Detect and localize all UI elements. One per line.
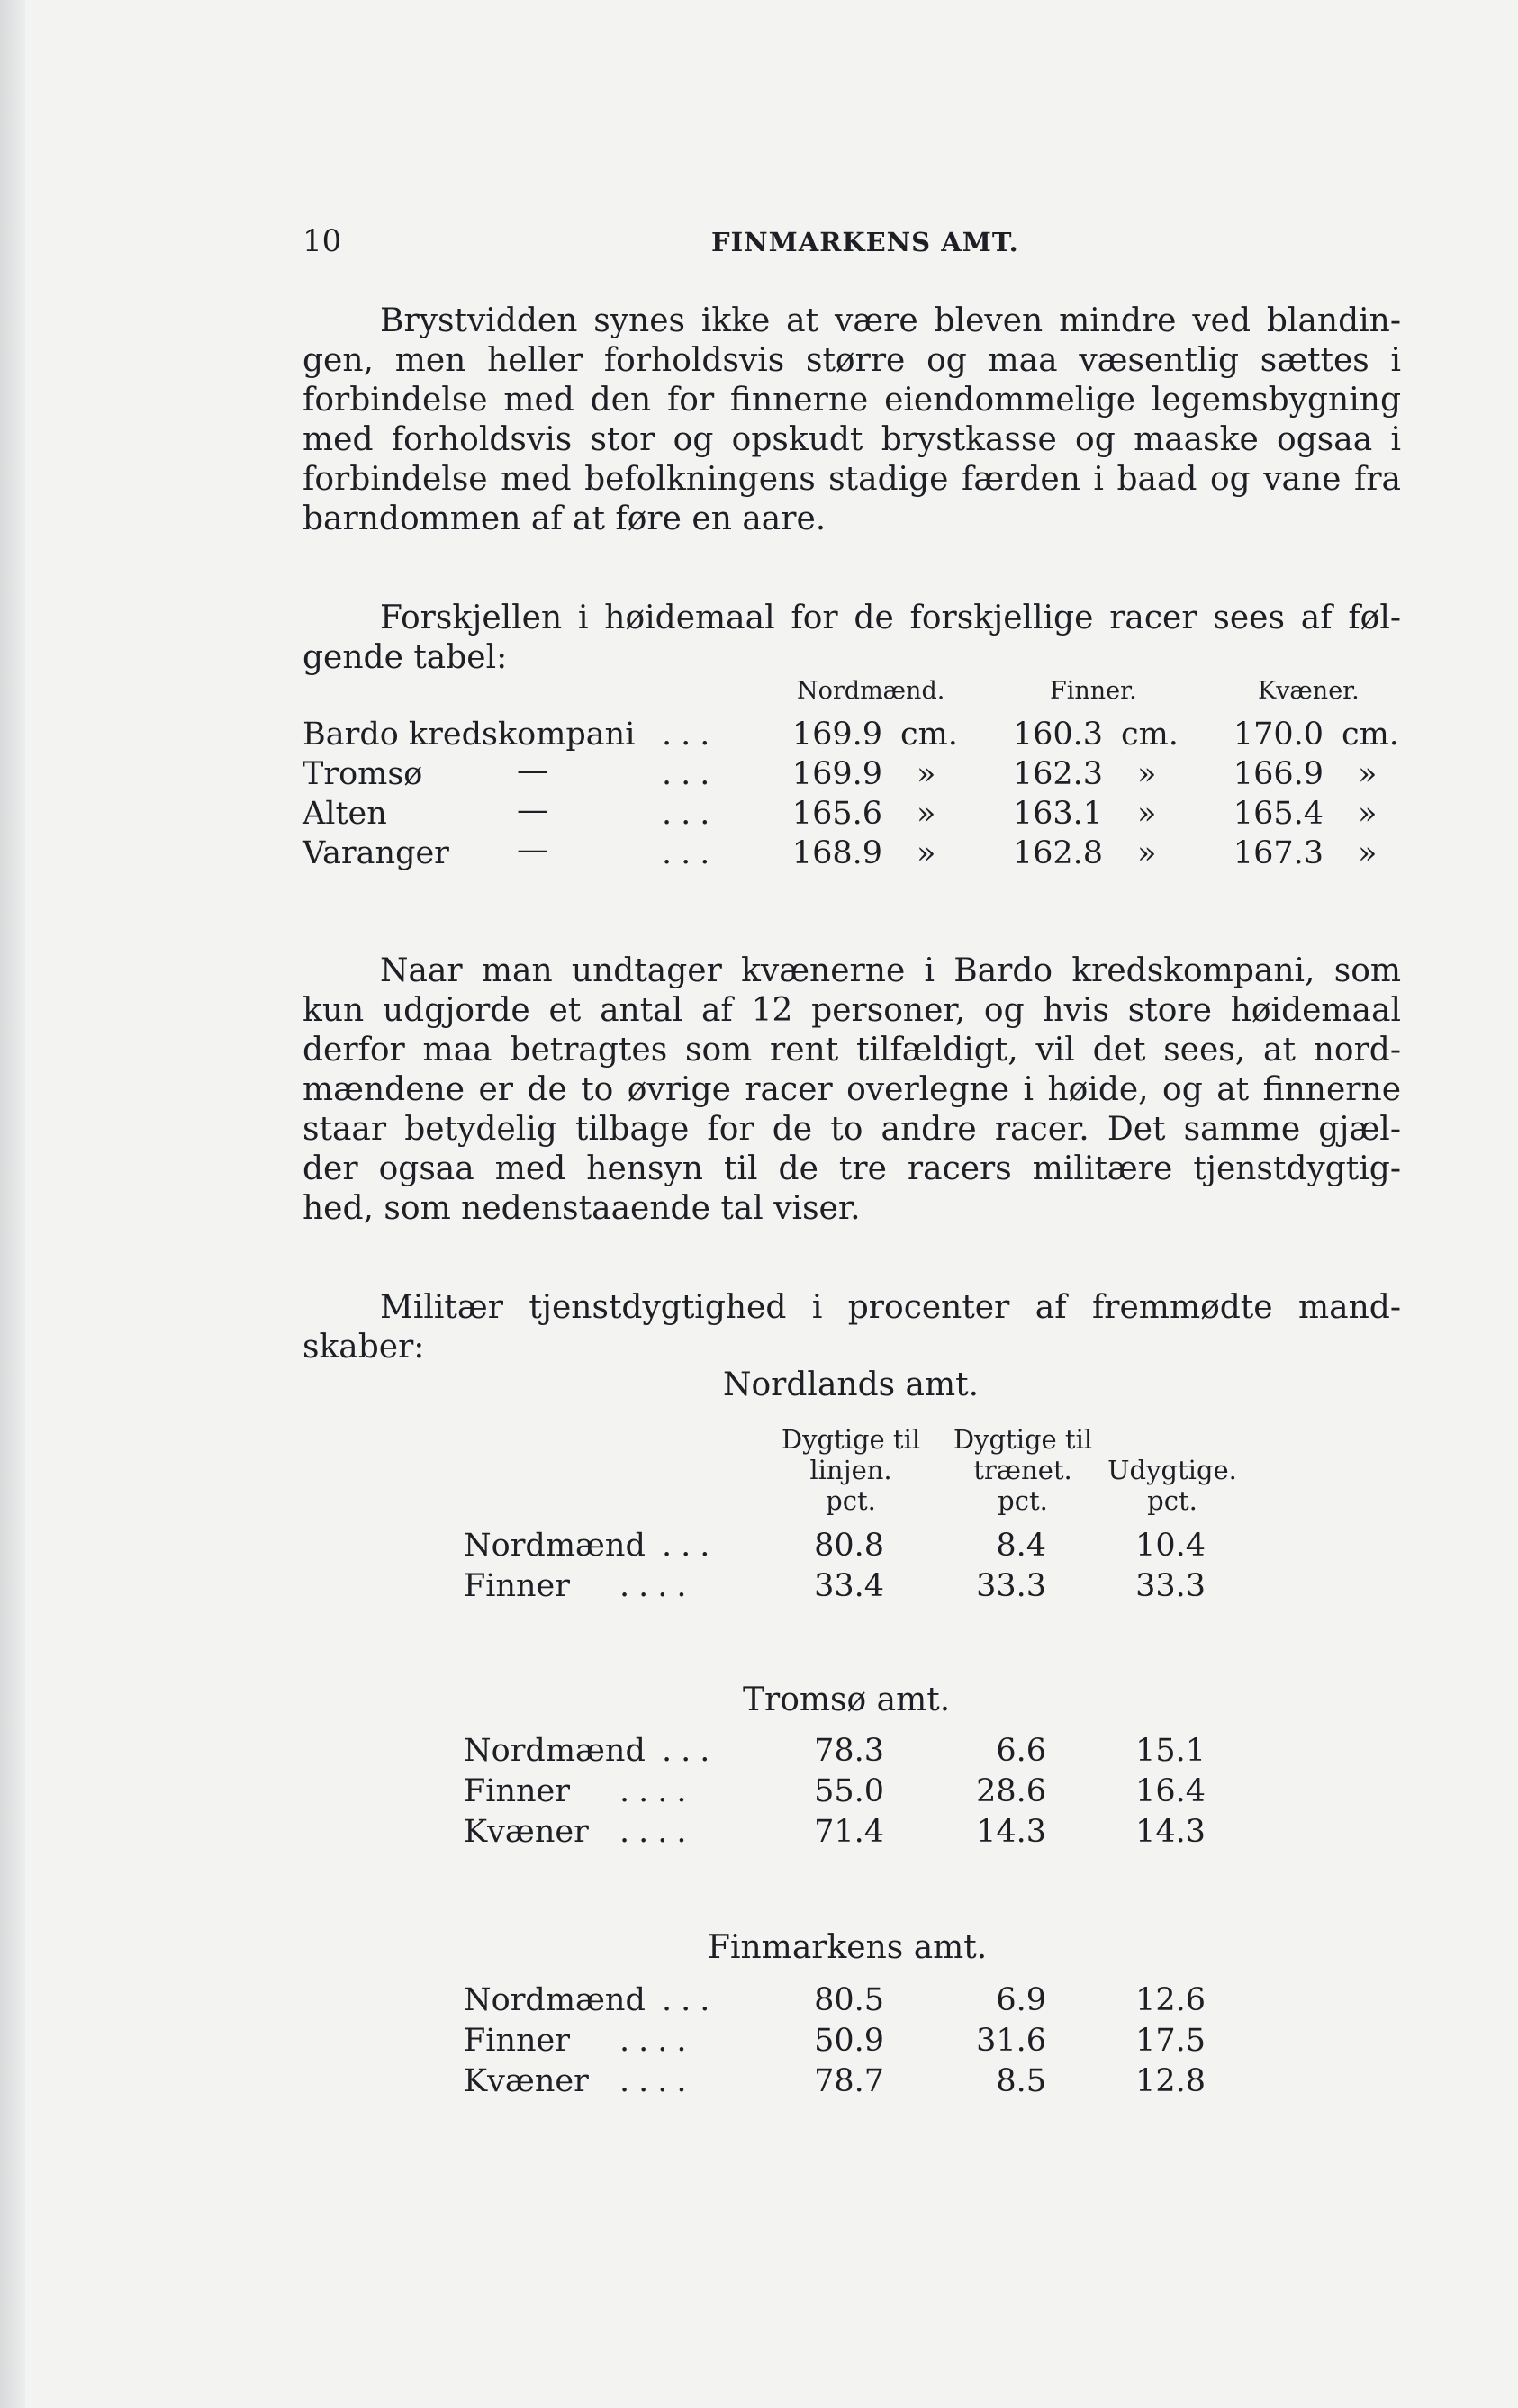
text-line: mændene er de to øvrige racer overlegne i høide, og at finnerne: [303, 1071, 1401, 1108]
row-label: Kvæner: [464, 1814, 589, 1850]
value-traenet: 6.9: [996, 1982, 1046, 2018]
text-line: skaber:: [303, 1329, 425, 1366]
value-linjen: 71.4: [814, 1814, 884, 1850]
value-traenet: 31.6: [976, 2023, 1046, 2059]
value-udygtige: 10.4: [1135, 1528, 1206, 1564]
value-traenet: 8.4: [996, 1528, 1046, 1564]
text-line: med forholdsvis stor og opskudt brystkasse og maaske ogsaa i: [303, 421, 1401, 458]
header-line: [1091, 1424, 1253, 1455]
section-title: Nordlands amt.: [723, 1366, 980, 1403]
section-title: Tromsø amt.: [743, 1682, 951, 1718]
text-line: forbindelse med befolkningens stadige færden i baad og vane fra: [303, 461, 1401, 498]
leader-dots: ...: [662, 1528, 719, 1564]
header-line: trænet.: [973, 1455, 1072, 1485]
value-traenet: 28.6: [976, 1773, 1046, 1809]
row-label: Nordmænd: [464, 1982, 646, 2018]
row-label: Nordmænd: [464, 1528, 646, 1564]
header-line: Dygtige til: [953, 1424, 1093, 1455]
value-nordmaend: 168.9: [791, 835, 882, 871]
unit: »: [917, 796, 936, 832]
value-finner: 160.3: [1012, 717, 1103, 753]
page-gutter-shadow: [0, 0, 25, 2408]
row-label: Finner: [464, 1773, 571, 1809]
value-linjen: 78.7: [814, 2063, 884, 2099]
column-header-udygtige: [1091, 1424, 1253, 1516]
text-line: Brystvidden synes ikke at være bleven mindre ved blandin-: [380, 302, 1401, 339]
section-title: Finmarkens amt.: [708, 1929, 988, 1966]
value-udygtige: 12.6: [1135, 1982, 1206, 2018]
text-line: forbindelse med den for finnerne eiendommelige legemsbygning: [303, 382, 1401, 419]
value-nordmaend: 169.9: [791, 756, 882, 792]
text-line: gen, men heller forholdsvis større og maa væsentlig sættes i: [303, 342, 1401, 379]
unit: »: [1358, 756, 1378, 792]
row-label: Bardo kredskompani: [303, 717, 636, 753]
leader-dots: ...: [662, 1733, 719, 1769]
value-udygtige: 14.3: [1135, 1814, 1206, 1850]
text-line: Naar man undtager kvænerne i Bardo kredskompani, som: [380, 952, 1401, 989]
unit: cm.: [900, 717, 958, 753]
paragraph-chest-width: [303, 302, 1401, 539]
column-header-traenet: [942, 1424, 1104, 1516]
leader-dots: ...: [662, 835, 719, 871]
unit: »: [1137, 835, 1157, 871]
text-line: kun udgjorde et antal af 12 personer, og hvis store høidemaal: [303, 992, 1401, 1029]
value-kvaener: 166.9: [1233, 756, 1324, 792]
text-line: hed, som nedenstaaende tal viser.: [303, 1190, 861, 1227]
leader-dots: ....: [619, 1568, 696, 1604]
unit: »: [1137, 756, 1157, 792]
column-header-finner: Finner.: [1050, 677, 1137, 705]
unit: »: [1358, 835, 1378, 871]
value-nordmaend: 169.9: [791, 717, 882, 753]
value-finner: 162.3: [1012, 756, 1103, 792]
text-line: Militær tjenstdygtighed i procenter af fremmødte mand-: [380, 1289, 1401, 1326]
leader-dots: ...: [662, 756, 719, 792]
column-header-linjen: [770, 1424, 932, 1516]
value-traenet: 8.5: [996, 2063, 1046, 2099]
text-line: derfor maa betragtes som rent tilfældigt, vil det sees, at nord-: [303, 1032, 1401, 1069]
value-linjen: 55.0: [814, 1773, 884, 1809]
unit: »: [917, 835, 936, 871]
unit: »: [1137, 796, 1157, 832]
value-traenet: 14.3: [976, 1814, 1046, 1850]
value-finner: 162.8: [1012, 835, 1103, 871]
value-linjen: 80.5: [814, 1982, 884, 2018]
value-traenet: 6.6: [996, 1733, 1046, 1769]
unit: »: [917, 756, 936, 792]
unit: cm.: [1342, 717, 1399, 753]
value-udygtige: 16.4: [1135, 1773, 1206, 1809]
value-udygtige: 12.8: [1135, 2063, 1206, 2099]
leader-dots: ...: [662, 796, 719, 832]
column-header-nordmaend: Nordmænd.: [797, 677, 945, 705]
value-udygtige: 33.3: [1135, 1568, 1206, 1604]
value-udygtige: 17.5: [1135, 2023, 1206, 2059]
leader-dots: ...: [662, 717, 719, 753]
leader-dots: ....: [619, 2063, 696, 2099]
header-line: Udygtige.: [1107, 1455, 1237, 1485]
ditto-dash: —: [517, 753, 548, 789]
value-finner: 163.1: [1012, 796, 1103, 832]
leader-dots: ....: [619, 2023, 696, 2059]
value-linjen: 80.8: [814, 1528, 884, 1564]
running-title: FINMARKENS AMT.: [711, 227, 1019, 257]
header-line: pct.: [826, 1485, 876, 1516]
text-line: staar betydelig tilbage for de to andre racer. Det samme gjæl-: [303, 1111, 1401, 1148]
row-label: Varanger: [303, 835, 449, 871]
header-line: pct.: [1147, 1485, 1197, 1516]
unit: cm.: [1121, 717, 1179, 753]
value-udygtige: 15.1: [1135, 1733, 1206, 1769]
row-label: Finner: [464, 1568, 571, 1604]
text-line: gende tabel:: [303, 639, 508, 676]
page-number: 10: [303, 223, 342, 259]
row-label: Nordmænd: [464, 1733, 646, 1769]
ditto-dash: —: [517, 832, 548, 868]
row-label: Kvæner: [464, 2063, 589, 2099]
paragraph-fitness-intro: [303, 1288, 1401, 1367]
paragraph-height-intro: [303, 599, 1401, 678]
value-kvaener: 167.3: [1233, 835, 1324, 871]
paragraph-comparison: [303, 951, 1401, 1229]
row-label: Tromsø: [303, 756, 423, 792]
row-label: Alten: [303, 796, 387, 832]
text-line: Forskjellen i høidemaal for de forskjellige racer sees af føl-: [380, 600, 1401, 636]
value-traenet: 33.3: [976, 1568, 1046, 1604]
header-line: pct.: [998, 1485, 1048, 1516]
row-label: Finner: [464, 2023, 571, 2059]
leader-dots: ...: [662, 1982, 719, 2018]
column-header-kvaener: Kvæner.: [1258, 677, 1360, 705]
leader-dots: ....: [619, 1814, 696, 1850]
value-kvaener: 165.4: [1233, 796, 1324, 832]
leader-dots: ....: [619, 1773, 696, 1809]
text-line: barndommen af at føre en aare.: [303, 501, 827, 537]
header-line: Dygtige til: [781, 1424, 921, 1455]
value-linjen: 78.3: [814, 1733, 884, 1769]
unit: »: [1358, 796, 1378, 832]
ditto-dash: —: [517, 792, 548, 828]
value-nordmaend: 165.6: [791, 796, 882, 832]
text-line: der ogsaa med hensyn til de tre racers militære tjenstdygtig-: [303, 1150, 1401, 1187]
value-linjen: 33.4: [814, 1568, 884, 1604]
value-linjen: 50.9: [814, 2023, 884, 2059]
value-kvaener: 170.0: [1233, 717, 1324, 753]
header-line: linjen.: [809, 1455, 892, 1485]
